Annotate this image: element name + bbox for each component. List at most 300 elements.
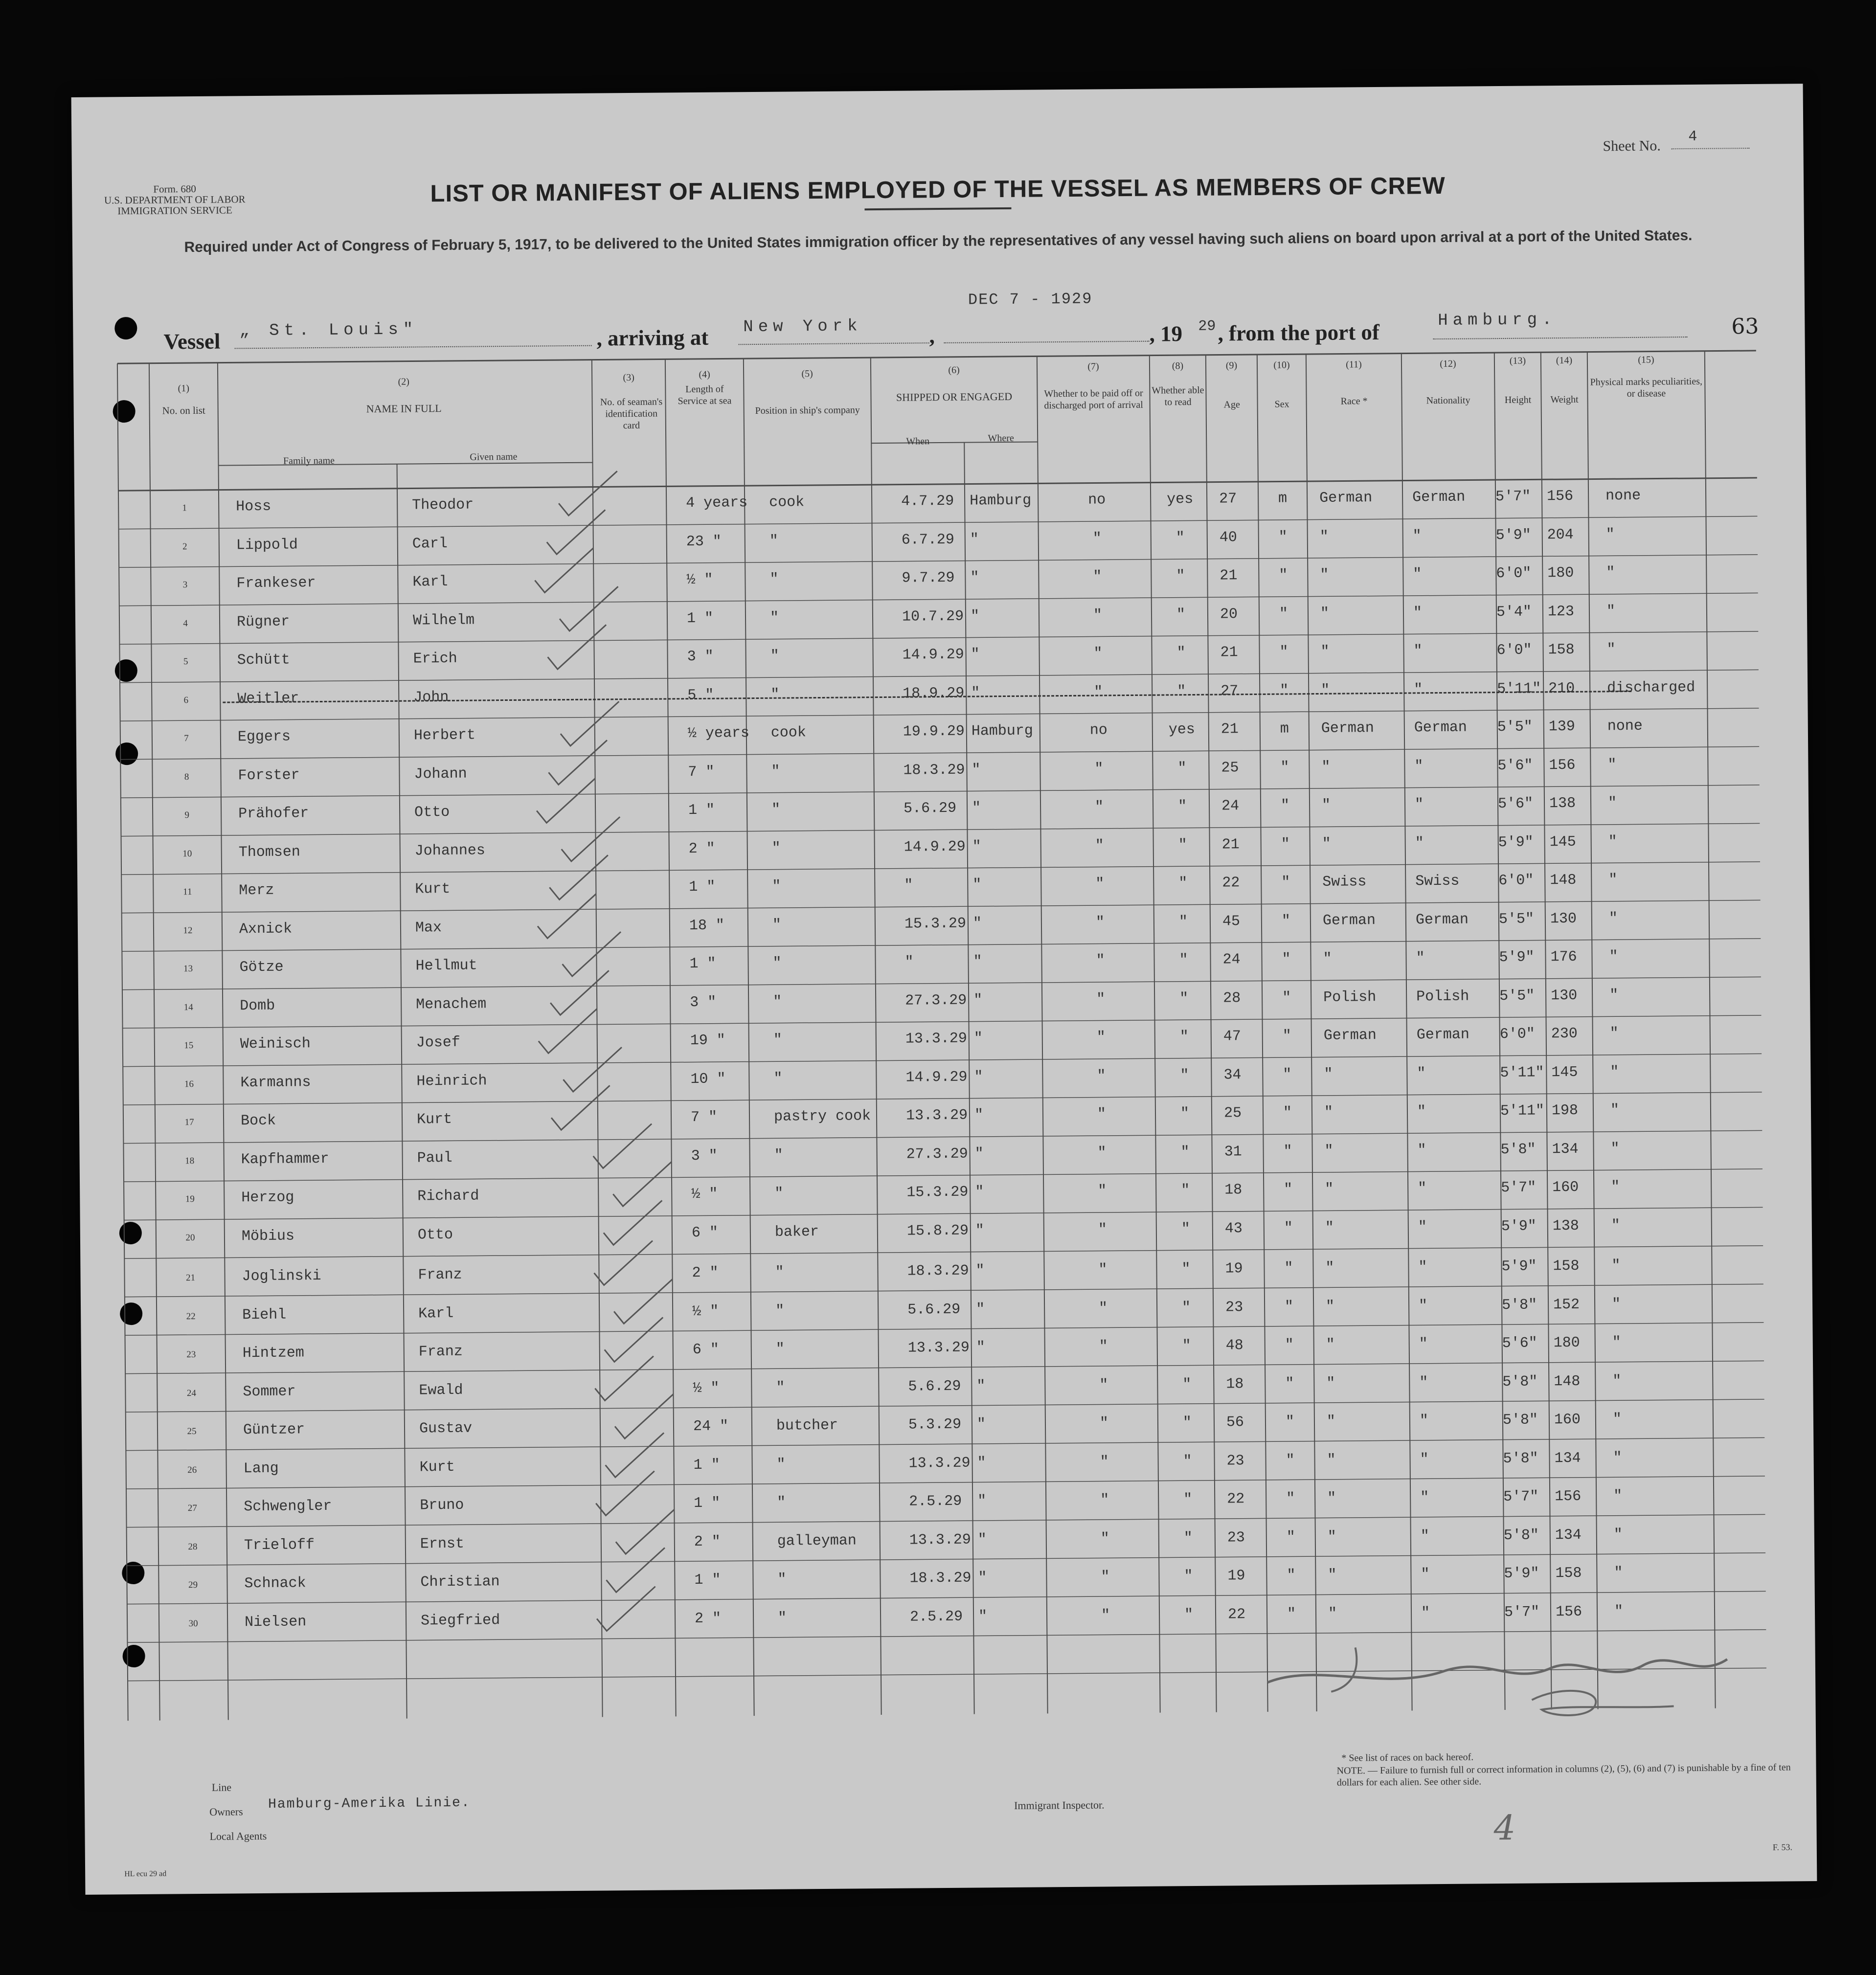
cell-when: 27.3.29 — [905, 992, 967, 1010]
cell-given: Johannes — [414, 842, 485, 859]
cell-paid: " — [1093, 645, 1103, 662]
cell-given: Paul — [417, 1149, 452, 1167]
cell-paid: " — [1101, 1607, 1110, 1624]
cell-family: Merz — [239, 882, 274, 899]
cell-age: 47 — [1223, 1028, 1241, 1045]
cell-nationality: " — [1418, 1259, 1427, 1276]
cell-marks: " — [1608, 910, 1618, 927]
cell-age: 21 — [1221, 836, 1240, 853]
year-suffix: 29 — [1198, 318, 1216, 335]
cell-age: 21 — [1221, 721, 1239, 738]
cell-position: " — [772, 955, 782, 972]
cell-position: " — [774, 1185, 784, 1202]
cell-given: Gustav — [419, 1420, 473, 1437]
cell-sex: " — [1286, 1528, 1295, 1546]
cell-race: " — [1321, 682, 1330, 699]
cell-race: " — [1325, 1181, 1334, 1198]
cell-marks: " — [1613, 1526, 1623, 1543]
col6b-header: Where — [988, 432, 1014, 444]
cell-nationality: German — [1415, 911, 1469, 928]
cell-position: " — [775, 1264, 784, 1281]
cell-age: 18 — [1226, 1375, 1244, 1392]
cell-weight: 138 — [1549, 795, 1576, 812]
cell-where: " — [973, 1030, 983, 1047]
service-name: IMMIGRATION SERVICE — [117, 204, 232, 217]
cell-position: " — [774, 1147, 783, 1164]
cell-height: 5'11" — [1497, 680, 1541, 697]
arriving-label: , arriving at — [596, 325, 709, 351]
cell-marks: " — [1611, 1257, 1621, 1275]
cell-race: " — [1326, 1336, 1335, 1353]
cell-race: " — [1327, 1528, 1336, 1546]
cell-weight: 198 — [1551, 1102, 1579, 1120]
cell-paid: " — [1100, 1453, 1109, 1471]
cell-marks: " — [1609, 948, 1618, 965]
cell-sex: " — [1279, 567, 1288, 584]
cell-read: " — [1182, 1414, 1192, 1432]
cell-weight: 138 — [1552, 1217, 1579, 1234]
cell-when: " — [904, 954, 914, 971]
cell-paid: " — [1100, 1530, 1109, 1548]
cell-position: " — [771, 801, 781, 818]
cell-height: 5'9" — [1501, 1218, 1537, 1235]
cell-marks: " — [1610, 1140, 1620, 1157]
cell-race: Swiss — [1322, 874, 1367, 891]
cell-given: John — [413, 689, 449, 706]
cell-height: 6'0" — [1496, 642, 1532, 659]
cell-position: butcher — [776, 1417, 838, 1435]
cell-where: " — [976, 1339, 985, 1356]
cell-service: 3 " — [690, 994, 717, 1011]
cell-when: 15.8.29 — [906, 1222, 969, 1240]
cell-marks: " — [1607, 756, 1617, 773]
cell-service: 18 " — [689, 917, 725, 934]
cell-family: Domb — [240, 997, 275, 1014]
cell-marks: " — [1606, 564, 1615, 582]
cell-service: 10 " — [690, 1071, 726, 1088]
cell-height: 5'9" — [1495, 527, 1531, 544]
col6-number: (6) — [948, 364, 960, 376]
cell-nationality: " — [1414, 681, 1423, 698]
cell-given: Kurt — [416, 1111, 452, 1128]
cell-given: Otto — [417, 1226, 453, 1243]
cell-read: yes — [1168, 721, 1195, 739]
col2a-header: Family name — [283, 455, 335, 467]
cell-nationality: " — [1419, 1374, 1428, 1391]
cell-family: Prähofer — [238, 805, 309, 823]
col13-header: Height — [1504, 394, 1532, 405]
cell-no: 18 — [185, 1155, 195, 1166]
cell-age: 45 — [1222, 913, 1241, 930]
cell-family: Schütt — [237, 651, 290, 669]
cell-no: 16 — [184, 1078, 194, 1089]
cell-weight: 130 — [1550, 910, 1577, 927]
sheet-number-value: 4 — [1688, 128, 1697, 145]
cell-no: 26 — [187, 1464, 197, 1475]
cell-read: " — [1176, 606, 1186, 623]
cell-when: 13.3.29 — [905, 1030, 967, 1048]
cell-no: 6 — [183, 695, 189, 705]
cell-paid: " — [1098, 1221, 1108, 1238]
cell-sex: " — [1280, 682, 1289, 699]
cell-sex: " — [1283, 1143, 1292, 1160]
cell-given: Otto — [414, 804, 450, 821]
cell-weight: 134 — [1554, 1450, 1581, 1467]
cell-weight: 156 — [1555, 1603, 1582, 1620]
cell-paid: " — [1097, 1067, 1106, 1085]
subtitle: Required under Act of Congress of February 5, 1917, to be delivered to the United States immigration officer by the representatives of any vessel having such aliens on board upon arrival at a port of the United States. — [184, 227, 1693, 256]
cell-marks: " — [1611, 1296, 1621, 1313]
cell-where: " — [973, 953, 982, 970]
cell-weight: 158 — [1555, 1565, 1582, 1582]
cell-weight: 210 — [1548, 680, 1575, 697]
cell-read: " — [1178, 836, 1187, 853]
cell-read: " — [1184, 1568, 1193, 1585]
cell-family: Biehl — [242, 1306, 287, 1324]
cell-given: Christian — [420, 1573, 500, 1591]
cell-given: Menachem — [416, 995, 487, 1013]
cell-service: 3 " — [687, 648, 714, 666]
cell-nationality: " — [1418, 1297, 1428, 1314]
cell-where: " — [972, 915, 982, 932]
cell-height: 5'7" — [1504, 1603, 1540, 1621]
cell-nationality: " — [1415, 834, 1424, 852]
cell-when: 2.5.29 — [909, 1608, 963, 1626]
cell-height: 5'8" — [1502, 1412, 1538, 1429]
cell-nationality: " — [1420, 1527, 1429, 1545]
cell-nationality: Swiss — [1415, 873, 1460, 890]
cell-when: 4.7.29 — [901, 493, 954, 510]
cell-marks: " — [1613, 1449, 1622, 1466]
cell-age: 18 — [1224, 1182, 1243, 1199]
cell-read: " — [1181, 1220, 1190, 1237]
cell-where: " — [970, 607, 980, 625]
cell-when: 18.9.29 — [903, 685, 965, 702]
cell-position: " — [777, 1571, 787, 1588]
cell-race: " — [1320, 605, 1330, 622]
cell-when: 5.3.29 — [908, 1416, 962, 1434]
cell-position: " — [773, 1070, 783, 1087]
cell-paid: " — [1099, 1338, 1108, 1355]
cell-read: " — [1176, 568, 1185, 585]
cell-nationality: " — [1420, 1489, 1429, 1506]
cell-age: 27 — [1219, 491, 1237, 508]
cell-weight: 156 — [1546, 488, 1574, 505]
cell-marks: " — [1607, 795, 1617, 812]
col14-number: (14) — [1556, 355, 1573, 366]
cell-nationality: German — [1414, 719, 1467, 737]
cell-read: " — [1176, 645, 1186, 662]
cell-weight: 230 — [1551, 1025, 1578, 1043]
cell-service: 2 " — [694, 1610, 722, 1627]
department-name: U.S. DEPARTMENT OF LABOR — [104, 193, 246, 206]
cell-no: 11 — [183, 887, 192, 898]
cell-given: Karl — [418, 1305, 454, 1322]
cell-nationality: " — [1413, 566, 1422, 583]
cell-weight: 156 — [1549, 757, 1576, 774]
col3-number: (3) — [623, 372, 634, 383]
cell-age: 23 — [1225, 1299, 1243, 1316]
cell-family: Karmanns — [240, 1074, 311, 1091]
cell-service: 1 " — [688, 802, 715, 819]
col15-header: Physical marks peculiarities, or disease — [1590, 376, 1703, 399]
cell-given: Franz — [418, 1343, 463, 1361]
col4-header: Length of Service at sea — [678, 383, 732, 407]
cell-family: Schwengler — [244, 1498, 332, 1516]
cell-read: " — [1182, 1376, 1192, 1393]
cell-weight: 176 — [1550, 948, 1577, 966]
cell-read: " — [1177, 798, 1187, 815]
cell-height: 5'9" — [1504, 1565, 1539, 1583]
cell-marks: " — [1614, 1603, 1624, 1620]
cell-weight: 130 — [1551, 987, 1578, 1004]
cell-given: Theodor — [412, 496, 474, 514]
cell-sex: " — [1279, 605, 1288, 623]
cell-given: Kurt — [415, 880, 451, 898]
cell-family: Nielsen — [244, 1613, 307, 1631]
cell-age: 19 — [1227, 1568, 1245, 1585]
cell-marks: " — [1614, 1565, 1623, 1582]
cell-age: 24 — [1222, 951, 1241, 968]
cell-height: 5'9" — [1501, 1258, 1537, 1276]
cell-sex: " — [1287, 1605, 1296, 1623]
cell-no: 17 — [184, 1117, 194, 1128]
cell-where: " — [974, 1068, 983, 1086]
cell-when: 5.6.29 — [903, 800, 957, 817]
cell-age: 20 — [1220, 606, 1238, 623]
cell-nationality: " — [1414, 758, 1424, 775]
col9-header: Age — [1223, 399, 1240, 410]
cell-no: 30 — [188, 1618, 198, 1629]
cell-position: " — [769, 533, 778, 550]
cell-no: 7 — [184, 733, 189, 744]
cell-height: 5'5" — [1498, 911, 1535, 928]
page-title: LIST OR MANIFEST OF ALIENS EMPLOYED OF THE VESSEL AS MEMBERS OF CREW — [430, 172, 1446, 207]
cell-age: 24 — [1221, 798, 1240, 815]
cell-nationality: " — [1418, 1218, 1427, 1235]
cell-no: 25 — [187, 1426, 197, 1437]
cell-sex: " — [1281, 835, 1290, 853]
cell-race: German — [1321, 720, 1375, 737]
col12-number: (12) — [1440, 358, 1456, 370]
cell-paid: " — [1094, 760, 1104, 778]
owners-label: Owners — [209, 1805, 243, 1818]
cell-position: galleyman — [777, 1532, 857, 1550]
cell-height: 6'0" — [1498, 872, 1534, 890]
cell-weight: 139 — [1548, 718, 1575, 736]
cell-height: 5'9" — [1498, 834, 1534, 851]
cell-sex: " — [1281, 912, 1291, 930]
cell-service: 1 " — [689, 955, 716, 973]
cell-race: " — [1324, 1143, 1334, 1160]
cell-no: 29 — [188, 1580, 198, 1591]
col10-number: (10) — [1273, 359, 1290, 371]
cell-no: 24 — [186, 1388, 197, 1398]
cell-no: 8 — [184, 771, 189, 782]
cell-age: 22 — [1222, 875, 1240, 892]
date-stamp: DEC 7 - 1929 — [968, 290, 1093, 309]
year-prefix: , 19 — [1149, 321, 1183, 346]
cell-position: " — [771, 763, 780, 780]
margin-number: 63 — [1731, 314, 1759, 339]
cell-position: pastry cook — [773, 1108, 871, 1125]
cell-family: Bock — [240, 1112, 276, 1130]
cell-where: " — [974, 1145, 984, 1163]
col5-number: (5) — [801, 368, 813, 380]
cell-height: 5'5" — [1499, 988, 1535, 1005]
cell-where: Hamburg — [971, 722, 1034, 740]
cell-position: " — [772, 878, 781, 895]
cell-nationality: " — [1413, 604, 1423, 621]
cell-paid: " — [1097, 1144, 1107, 1162]
cell-paid: " — [1096, 990, 1106, 1008]
cell-when: 14.9.29 — [905, 1069, 968, 1086]
cell-given: Heinrich — [416, 1072, 487, 1090]
cell-race: " — [1325, 1219, 1334, 1236]
cell-paid: " — [1098, 1300, 1108, 1317]
cell-position: " — [775, 1341, 785, 1358]
cell-race: " — [1326, 1375, 1335, 1392]
col7-number: (7) — [1087, 361, 1099, 372]
cell-family: Weinisch — [240, 1035, 311, 1053]
cell-sex: " — [1284, 1181, 1293, 1198]
cell-no: 5 — [183, 656, 188, 667]
col6a-header: When — [906, 436, 930, 447]
cell-marks: " — [1609, 1025, 1619, 1042]
cell-service: 6 " — [691, 1224, 719, 1241]
cell-when: 2.5.29 — [909, 1493, 962, 1510]
cell-given: Richard — [417, 1188, 479, 1205]
cell-service: ½ " — [686, 571, 713, 589]
cell-read: " — [1184, 1606, 1194, 1623]
cell-height: 6'0" — [1496, 565, 1532, 583]
cell-age: 19 — [1225, 1260, 1243, 1278]
cell-race: " — [1321, 759, 1331, 776]
cell-where: " — [976, 1377, 986, 1395]
cell-where: Hamburg — [970, 492, 1032, 510]
cell-marks: " — [1613, 1488, 1623, 1505]
cell-where: " — [977, 1493, 987, 1510]
cell-weight: 134 — [1552, 1141, 1579, 1158]
cell-when: 6.7.29 — [901, 531, 954, 549]
cell-where: " — [974, 1107, 984, 1124]
cell-read: " — [1180, 1067, 1189, 1084]
cell-read: " — [1181, 1261, 1191, 1278]
cell-service: 1 " — [693, 1457, 720, 1474]
cell-service: 7 " — [690, 1109, 718, 1126]
cell-sex: " — [1286, 1452, 1295, 1469]
cell-no: 13 — [183, 964, 193, 974]
cell-paid: " — [1092, 530, 1102, 547]
from-port-label: , from the port of — [1218, 319, 1380, 346]
cell-nationality: German — [1416, 1026, 1469, 1044]
from-port: Hamburg. — [1438, 311, 1557, 331]
cell-read: " — [1179, 952, 1188, 969]
cell-family: Joglinski — [242, 1268, 321, 1285]
cell-where: " — [977, 1531, 987, 1548]
cell-sex: " — [1281, 874, 1290, 891]
cell-paid: " — [1094, 799, 1104, 816]
cell-weight: 156 — [1555, 1488, 1582, 1505]
cell-service: 4 years — [686, 494, 748, 512]
cell-weight: 158 — [1548, 641, 1575, 659]
cell-age: 43 — [1224, 1220, 1243, 1237]
cell-position: " — [777, 1494, 786, 1511]
cell-sex: " — [1285, 1375, 1294, 1392]
cell-marks: " — [1611, 1217, 1620, 1234]
check-mark-icon — [542, 622, 611, 676]
cell-when: 15.3.29 — [906, 1184, 969, 1201]
cell-marks: " — [1610, 1063, 1619, 1080]
cell-position: baker — [774, 1223, 819, 1241]
cell-family: Thomsen — [238, 843, 300, 861]
cell-given: Ernst — [420, 1535, 465, 1552]
cell-no: 19 — [185, 1194, 195, 1205]
cell-sex: " — [1279, 644, 1288, 661]
cell-position: cook — [770, 724, 807, 741]
cell-weight: 134 — [1555, 1526, 1582, 1544]
cell-when: 10.7.29 — [902, 608, 964, 626]
cell-marks: none — [1607, 718, 1643, 735]
cell-where: " — [972, 876, 982, 894]
cell-family: Schnack — [244, 1575, 306, 1593]
manifest-sheet: Form. 680 U.S. DEPARTMENT OF LABOR IMMIGRATION SERVICE Sheet No. 4 LIST OR MANIFEST OF ALIENS EMPLOYED OF THE VESSEL AS MEMBERS OF CREW Required under Act of Congress of February 5, 1917, to be delivered to the United States immigration officer by the representatives of any vessel having such aliens on board upon arrival at a port of the United States. Vessel „ St. Louis" , arriving at New York , DEC 7 - 1929 , 19 29 , from the port of Hamburg. 63 (1) No. on list (2) NAME IN FULL Family name Given name (3) No. of seaman's identification card (4) Length of Service at sea (5) Position in ship's company (6) SHIPPED OR ENGAGED When Where (7) Whether to be paid off or discharged port of arrival (8) Whether able to read (9) Age (10) Sex (11) Race * (12) Nationality (13) Height (14) Weight (15) Physical marks peculiarities, or disease 1 Hoss Theodor 4 years cook 4.7.29 Hamburg no yes 27 m German German 5'7" 156 none 2 Lippold Carl 23 " " 6.7.29 " " " 40 " " " 5'9" 204 " 3 Frankeser Karl ½ " " 9.7.29 " " " 21 " " " 6'0" 180 " 4 Rügner Wilhelm 1 " " 10.7.29 " " " 20 " " " 5'4" 123 " 5 Schütt Erich 3 " " 14.9.29 " " " 21 " " " 6'0" 158 " 6 Weitler John 5 " " 18.9.29 " " " 27 " " " 5'11" 210 discharged 7 Eggers Herbert ½ years cook 19.9.29 Hamburg no yes 21 m German German 5'5" 139 none 8 Forster Johann 7 " " 18.3.29 " " " 25 " " " 5'6" 156 " 9 Prähofer Otto 1 " " 5.6.29 " " " 24 " " " 5'6" 138 " 10 Thomsen Johannes 2 " " 14.9.29 " " " 21 " " " 5'9" 145 " 11 Merz Kurt 1 " " " " " " 22 " Swiss Swiss 6'0" 148 " 12 Axnick Max 18 " " 15.3.29 " " " 45 " German German 5'5" 130 " 13 Götze Hellmut 1 " " " " " " 24 " " " 5'9" 176 " 14 Domb Menachem 3 " " 27.3.29 " " " 28 " Polish Polish 5'5" 130 " 15 Weinisch Josef 19 " " 13.3.29 " " " 47 " German German 6'0" 230 " 16 Karmanns Heinrich 10 " " 14.9.29 " " " 34 " " " 5'11" 145 " 17 Bock Kurt 7 " pastry cook 13.3.29 " " " 25 " " " 5'11" 198 " 18 Kapfhammer Paul 3 " " 27.3.29 " " " 31 " " " 5'8" 134 " 19 Herzog Richard ½ " " 15.3.29 " " " 18 " " " 5'7" 160 " 20 Möbius Otto 6 " baker 15.8.29 " " " 43 " " " 5'9" 138 " 21 Joglinski Franz 2 " " 18.3.29 " " " 19 " " " 5'9" 158 " 22 Biehl Karl ½ " " 5.6.29 " " " 23 " " " 5'8" 152 " 23 Hintzem Franz 6 " " 13.3.29 " " " 48 " " " 5'6" 180 " 24 Sommer Ewald ½ " " 5.6.29 " " " 18 " " " 5'8" 148 " 25 Güntzer Gustav 24 " butcher 5.3.29 " " " 56 " " " 5'8" 160 " 26 Lang Kurt 1 " " 13.3.29 " " " 23 " " " 5'8" 134 " 27 Schwengler Bruno 1 " " 2.5.29 " " " 22 " " " 5'7" 156 " 28 Trieloff Ernst 2 " galleyman 13.3.29 " " " 23 " " " 5'8" 134 " 29 Schnack Christian 1 " " 18.3.29 " " " 19 " " " 5'9" 158 " 30 Nielsen Siegfried 2 " " 2.5.29 " " " 22 " " " 5'7" 156 " Line Owners Hamburg-Amerika Linie. Local Agents Immigrant Inspector. * See list of races on back hereof. NOTE. — Failure to furnish full or correct information in columns (2), (5), (6) and (7) is punishable by a fine of ten dollars for each alien. See other side. 4 F. 53. HL ecu 29 ad — [71, 84, 1817, 1895]
cell-no: 12 — [183, 925, 193, 936]
col10-header: Sex — [1274, 399, 1289, 410]
cell-race: German — [1322, 912, 1376, 929]
cell-service: 1 " — [694, 1571, 721, 1589]
cell-family: Weitler — [237, 690, 299, 707]
col8-header: Whether able to read — [1152, 384, 1204, 408]
cell-no: 3 — [182, 580, 188, 590]
cell-marks: " — [1611, 1179, 1620, 1196]
cell-position: " — [772, 917, 782, 934]
cell-read: " — [1178, 875, 1188, 892]
col5-header: Position in ship's company — [755, 404, 860, 416]
cell-age: 48 — [1225, 1337, 1243, 1354]
cell-height: 6'0" — [1499, 1026, 1535, 1043]
cell-when: 5.6.29 — [907, 1301, 961, 1319]
col7-header: Whether to be paid off or discharged port of arrival — [1044, 387, 1143, 411]
cell-where: " — [973, 991, 983, 1009]
cell-nationality: " — [1421, 1566, 1430, 1583]
penalty-note: NOTE. — Failure to furnish full or correct information in columns (2), (5), (6) and (7) is punishable by a fine of ten dollars for each alien. See other side. — [1336, 1762, 1791, 1788]
cell-sex: " — [1280, 759, 1289, 776]
col9-number: (9) — [1225, 360, 1238, 371]
cell-weight: 160 — [1554, 1411, 1581, 1429]
cell-marks: " — [1606, 603, 1616, 620]
vessel-name: „ St. Louis" — [239, 320, 418, 341]
cell-position: " — [769, 571, 779, 588]
col4-number: (4) — [699, 369, 710, 380]
cell-height: 5'6" — [1497, 795, 1534, 813]
cell-when: 13.3.29 — [907, 1339, 970, 1357]
col1-number: (1) — [178, 383, 190, 394]
cell-where: " — [972, 761, 981, 779]
col8-number: (8) — [1172, 360, 1184, 372]
cell-when: 15.3.29 — [904, 915, 967, 933]
cell-family: Herzog — [241, 1189, 294, 1207]
cell-service: 7 " — [688, 763, 715, 781]
cell-nationality: Polish — [1416, 988, 1469, 1005]
col2-number: (2) — [398, 376, 409, 387]
cell-nationality: " — [1421, 1604, 1430, 1621]
cell-no: 20 — [185, 1232, 195, 1243]
cell-when: 13.3.29 — [909, 1531, 972, 1549]
cell-nationality: German — [1412, 489, 1466, 506]
cell-service: ½ " — [692, 1303, 719, 1320]
cell-service: 6 " — [692, 1341, 719, 1359]
